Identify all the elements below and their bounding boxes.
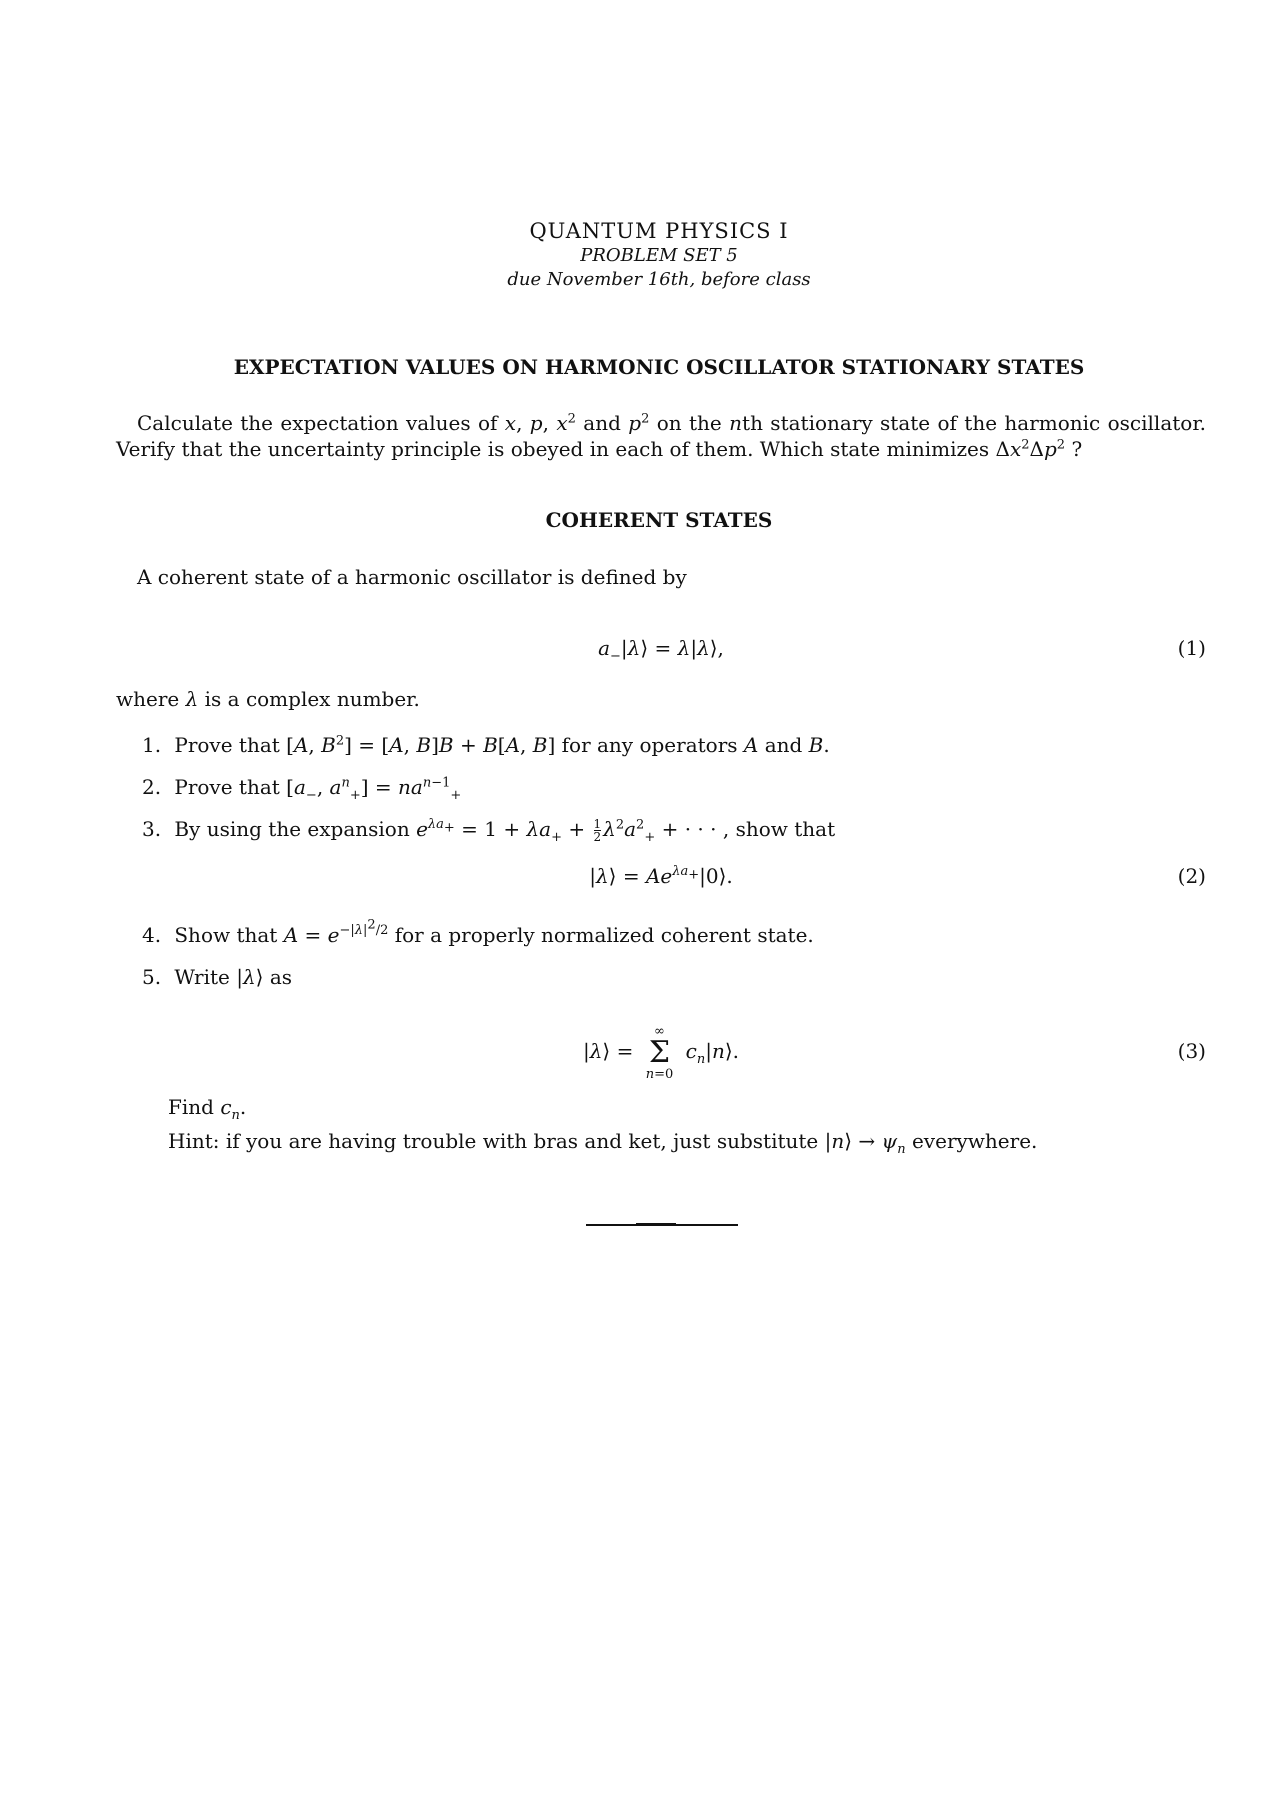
- section-heading-coherent: COHERENT STATES: [545, 508, 773, 532]
- paragraph-question: ?: [1071, 437, 1083, 461]
- hint-line: Hint: if you are having trouble with bras and ket, just substitute |n⟩ → $\psi_n$ everywhere.: [168, 1129, 1038, 1157]
- paragraph-nth: th stationary state of the harmonic oscillator. Verify that the uncertainty principle is obeyed in each of them. Which state minimizes: [116, 411, 1207, 461]
- coherent-intro: A coherent state of a harmonic oscillator is defined by: [137, 565, 687, 589]
- list-item-2: 2. Prove that [$a_-$, $a^n_+] = na^{n-1}_+$: [142, 775, 462, 803]
- course-title: QUANTUM PHYSICS I: [529, 219, 789, 243]
- find-line: Find $c_n$.: [168, 1095, 247, 1123]
- list-item-1: 1. Prove that [A, $B^2] = [A$, B]B + B[A, B] for any operators A and B.: [142, 733, 830, 757]
- problem-set-subtitle: PROBLEM SET 5: [580, 245, 738, 266]
- equation-1-number: (1): [1177, 636, 1206, 660]
- where-line: where λ is a complex number.: [116, 687, 420, 711]
- equation-3-number: (3): [1177, 1039, 1206, 1063]
- section-heading-expectation: EXPECTATION VALUES ON HARMONIC OSCILLATOR STATIONARY STATES: [233, 355, 1085, 379]
- header: [0, 218, 1280, 292]
- summation-symbol: ∞ Σ n=0: [645, 1023, 674, 1082]
- due-date: due November 16th, before class: [507, 269, 811, 290]
- section-expectation-paragraph: Calculate the expectation values of x, p, $x^2$ and $p^2$ on the nth stationary state of the harmonic oscillator. Verify that the uncertainty principle is obeyed in each of them. Which state minimizes $\Delta x^2\Delta p^2$ ?: [116, 411, 1207, 461]
- list-item-3: 3. By using the expansion $e^{\lambda a_+} = 1 + \lambda a_+$ + $\frac{1}{2}$ $\lambda^2a^2_+$ + · · · , show that: [142, 817, 836, 845]
- list-item-5: 5. Write |λ⟩ as: [142, 965, 293, 989]
- equation-1-body: $a_-|\lambda⟩$ = λ|λ⟩,: [598, 636, 724, 664]
- list-item-4: 4. Show that $A = e^{-|\lambda|^2/2}$ for a properly normalized coherent state.: [142, 918, 814, 947]
- equation-3-body: |λ⟩ = ∞ Σ n=0 $c_n|n⟩$.: [582, 1023, 739, 1082]
- equation-3: [116, 1016, 1206, 1086]
- equation-2-number: (2): [1177, 864, 1206, 888]
- paragraph-mid: on the: [656, 411, 722, 435]
- paragraph-and: and: [583, 411, 621, 435]
- equation-1: [116, 630, 1206, 666]
- paragraph-prefix: Calculate the expectation values of: [137, 411, 498, 435]
- end-divider-center: [636, 1223, 676, 1226]
- equation-2-body: |λ⟩ = $Ae^{\lambda a_+}|0⟩$.: [589, 864, 733, 888]
- equation-2: [116, 858, 1206, 894]
